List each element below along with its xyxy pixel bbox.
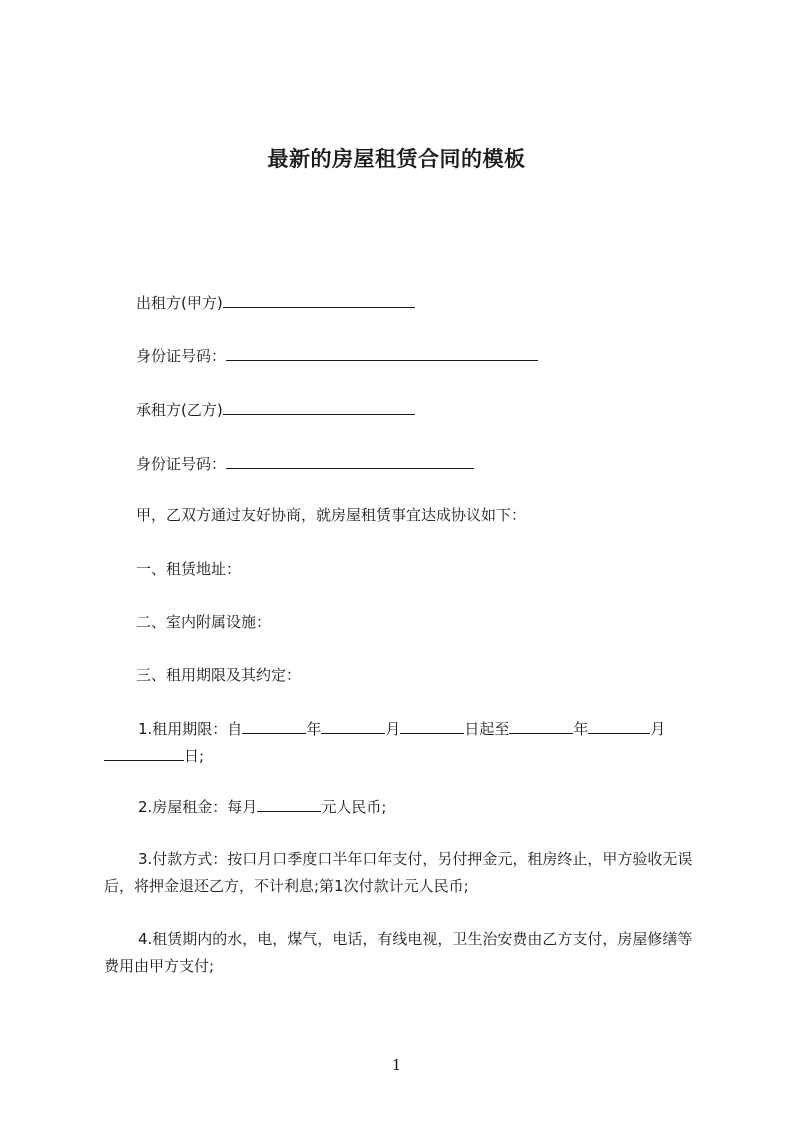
lessor-id-label: 身份证号码： — [136, 347, 227, 365]
page-number: 1 — [391, 1056, 402, 1074]
lessor-id-line — [136, 344, 538, 366]
lessee-id-blank — [226, 452, 474, 469]
lessee-blank — [223, 398, 415, 415]
item-4-utilities: 4.租赁期内的水，电，煤气，电话，有线电视，卫生治安费由乙方支付，房屋修缮等费用由甲方支付; — [104, 930, 693, 975]
item-2-rent: 2.房屋租金：每月 元人民币; — [138, 798, 387, 816]
intro-paragraph: 甲，乙双方通过友好协商，就房屋租赁事宜达成协议如下： — [136, 506, 527, 524]
lessee-id-line — [136, 452, 474, 474]
lessee-id-label: 身份证号码： — [136, 455, 227, 473]
lessor-id-blank — [226, 344, 538, 361]
section-3-heading: 三、租用期限及其约定： — [136, 666, 302, 684]
item-1-lease-term: 1.租用期限：自 年 月 日起至 年 月日; — [104, 716, 704, 770]
lessor-line — [136, 291, 415, 313]
lessor-label: 出租方(甲方) — [136, 294, 223, 312]
lessee-label: 承租方(乙方) — [136, 401, 223, 419]
lessor-blank — [223, 291, 415, 308]
section-1-heading: 一、租赁地址： — [136, 560, 242, 578]
section-2-heading: 二、室内附属设施： — [136, 613, 272, 631]
lessee-line — [136, 398, 415, 420]
item-3-payment-method: 3.付款方式：按口月口季度口半年口年支付，另付押金元，租房终止，甲方验收无误后，将押金退还乙方，不计利息;第1次付款计元人民币; — [104, 850, 693, 895]
page-title: 最新的房屋租赁合同的模板 — [267, 147, 526, 171]
